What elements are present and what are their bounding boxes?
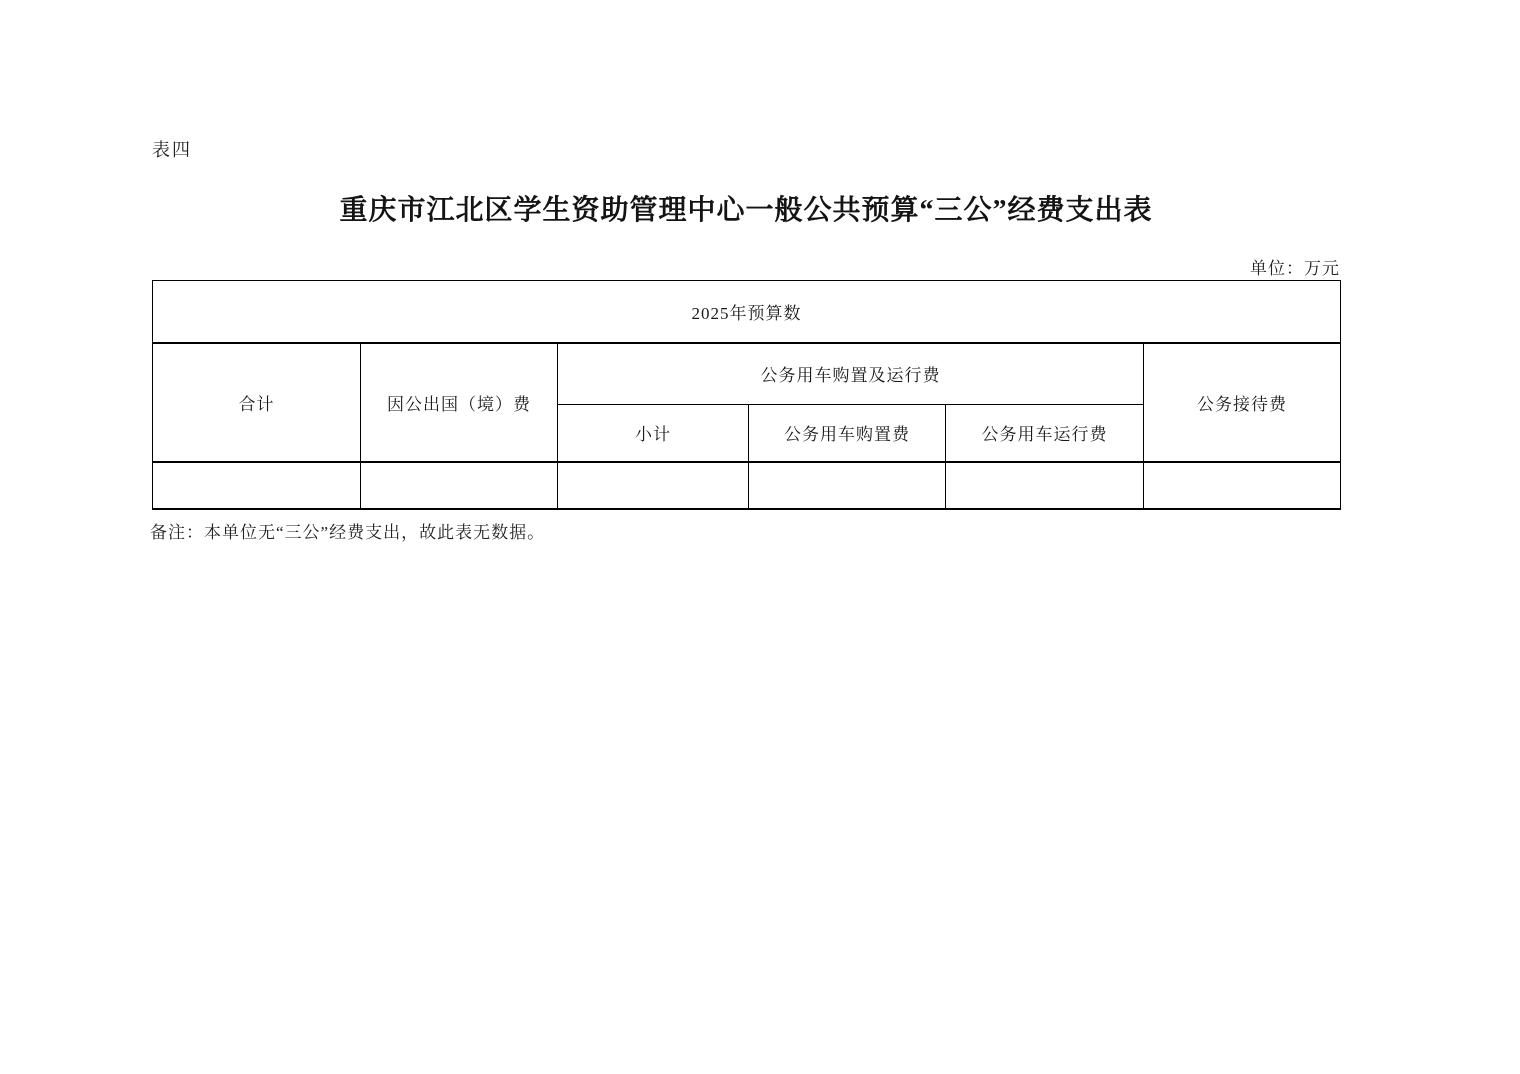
- col-header-vehicle-group: 公务用车购置及运行费: [558, 343, 1144, 405]
- data-cell-vehicle-subtotal: [558, 462, 749, 509]
- note-text: 备注：本单位无“三公”经费支出，故此表无数据。: [150, 523, 546, 542]
- col-header-total: 合计: [153, 343, 361, 462]
- year-header-row: [153, 281, 1341, 343]
- col-header-reception: 公务接待费: [1144, 343, 1341, 462]
- budget-table: [152, 280, 1341, 510]
- data-cell-vehicle-operation: [946, 462, 1144, 509]
- data-cell-total: [153, 462, 361, 509]
- document-title: 重庆市江北区学生资助管理中心一般公共预算“三公”经费支出表: [339, 195, 1153, 226]
- data-cell-abroad: [361, 462, 558, 509]
- data-cell-vehicle-purchase: [749, 462, 946, 509]
- col-header-vehicle-subtotal: 小计: [558, 405, 749, 462]
- column-header-row-upper: [153, 343, 1341, 405]
- empty-data-row: [153, 462, 1341, 509]
- year-header-cell: 2025年预算数: [153, 281, 1341, 343]
- col-header-vehicle-purchase: 公务用车购置费: [749, 405, 946, 462]
- unit-label: 单位：万元: [1250, 259, 1340, 278]
- col-header-abroad: 因公出国（境）费: [361, 343, 558, 462]
- col-header-vehicle-operation: 公务用车运行费: [946, 405, 1144, 462]
- table-number-label: 表四: [152, 140, 192, 160]
- data-cell-reception: [1144, 462, 1341, 509]
